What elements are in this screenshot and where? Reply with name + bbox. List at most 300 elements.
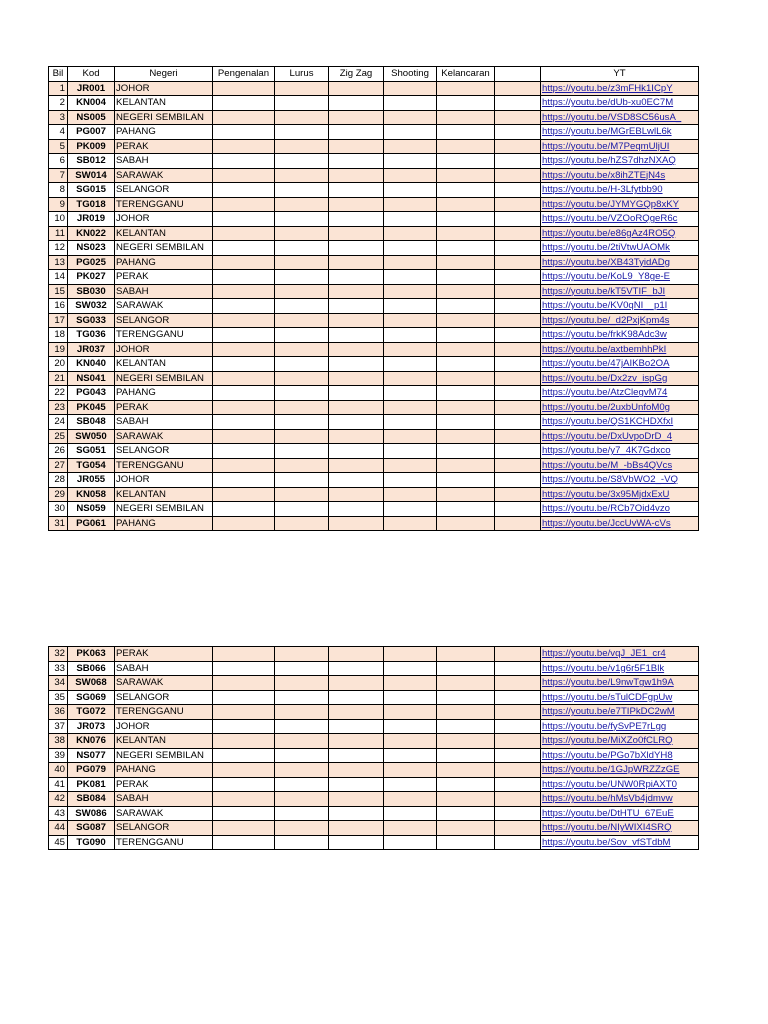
score-lurus[interactable] [275, 487, 329, 502]
row-number: 20 [49, 357, 68, 372]
score-lurus[interactable] [275, 473, 329, 488]
score-shooting[interactable] [384, 835, 437, 850]
score-pengenalan[interactable] [213, 763, 275, 778]
youtube-link[interactable]: https://youtu.be/AtzClegvM74 [541, 386, 699, 401]
score-pengenalan[interactable] [213, 226, 275, 241]
youtube-link[interactable]: https://youtu.be/x8ihZTEjN4s [541, 168, 699, 183]
score-shooting[interactable] [384, 328, 437, 343]
score-zigzag[interactable] [329, 705, 384, 720]
youtube-link[interactable]: https://youtu.be/M7PeqmUljUI [541, 139, 699, 154]
youtube-link[interactable]: https://youtu.be/Dx2zv_ispGg [541, 371, 699, 386]
header-negeri: Negeri [115, 67, 213, 82]
score-pengenalan[interactable] [213, 386, 275, 401]
score-lurus[interactable] [275, 125, 329, 140]
score-pengenalan[interactable] [213, 458, 275, 473]
score-lurus[interactable] [275, 357, 329, 372]
score-kelancaran[interactable] [437, 284, 495, 299]
youtube-link[interactable]: https://youtu.be/hMsVb4jdmvw [541, 792, 699, 807]
score-shooting[interactable] [384, 110, 437, 125]
score-lurus[interactable] [275, 734, 329, 749]
score-zigzag[interactable] [329, 328, 384, 343]
score-pengenalan[interactable] [213, 690, 275, 705]
score-zigzag[interactable] [329, 734, 384, 749]
score-kelancaran[interactable] [437, 676, 495, 691]
score-shooting[interactable] [384, 516, 437, 531]
score-pengenalan[interactable] [213, 777, 275, 792]
score-pengenalan[interactable] [213, 487, 275, 502]
score-lurus[interactable] [275, 96, 329, 111]
score-zigzag[interactable] [329, 342, 384, 357]
blank-cell [495, 458, 541, 473]
blank-cell [495, 502, 541, 517]
youtube-link[interactable]: https://youtu.be/e7TIPkDC2wM [541, 705, 699, 720]
score-pengenalan[interactable] [213, 125, 275, 140]
youtube-link[interactable]: https://youtu.be/UNW0RpiAXT0 [541, 777, 699, 792]
score-kelancaran[interactable] [437, 168, 495, 183]
score-shooting[interactable] [384, 357, 437, 372]
score-pengenalan[interactable] [213, 110, 275, 125]
youtube-link[interactable]: https://youtu.be/e86gAz4RO5Q [541, 226, 699, 241]
header-yt: YT [541, 67, 699, 82]
youtube-link[interactable]: https://youtu.be/y7_4K7Gdxco [541, 444, 699, 459]
score-pengenalan[interactable] [213, 792, 275, 807]
score-pengenalan[interactable] [213, 299, 275, 314]
table-row [49, 226, 699, 241]
youtube-link[interactable]: https://youtu.be/S8VbWO2_-VQ [541, 473, 699, 488]
score-pengenalan[interactable] [213, 328, 275, 343]
score-lurus[interactable] [275, 719, 329, 734]
score-zigzag[interactable] [329, 473, 384, 488]
score-zigzag[interactable] [329, 487, 384, 502]
score-pengenalan[interactable] [213, 313, 275, 328]
youtube-link[interactable]: https://youtu.be/KoL9_Y8ge-E [541, 270, 699, 285]
score-shooting[interactable] [384, 429, 437, 444]
score-lurus[interactable] [275, 792, 329, 807]
score-zigzag[interactable] [329, 647, 384, 662]
row-number: 29 [49, 487, 68, 502]
score-lurus[interactable] [275, 763, 329, 778]
score-shooting[interactable] [384, 458, 437, 473]
score-kelancaran[interactable] [437, 705, 495, 720]
score-shooting[interactable] [384, 270, 437, 285]
table-row [49, 473, 699, 488]
score-shooting[interactable] [384, 197, 437, 212]
score-zigzag[interactable] [329, 226, 384, 241]
score-zigzag[interactable] [329, 415, 384, 430]
score-lurus[interactable] [275, 299, 329, 314]
youtube-link[interactable]: https://youtu.be/Sov_vfSTdbM [541, 835, 699, 850]
score-zigzag[interactable] [329, 197, 384, 212]
youtube-link[interactable]: https://youtu.be/hZS7dhzNXAQ [541, 154, 699, 169]
header-blank [495, 67, 541, 82]
score-zigzag[interactable] [329, 270, 384, 285]
score-pengenalan[interactable] [213, 168, 275, 183]
youtube-link[interactable]: https://youtu.be/_d2PxjKpm4s [541, 313, 699, 328]
score-kelancaran[interactable] [437, 806, 495, 821]
score-lurus[interactable] [275, 168, 329, 183]
score-zigzag[interactable] [329, 763, 384, 778]
youtube-link[interactable]: https://youtu.be/VZOoRQgeR6c [541, 212, 699, 227]
score-pengenalan[interactable] [213, 502, 275, 517]
score-pengenalan[interactable] [213, 473, 275, 488]
score-kelancaran[interactable] [437, 110, 495, 125]
score-zigzag[interactable] [329, 502, 384, 517]
youtube-link[interactable]: https://youtu.be/MGrEBLwlL6k [541, 125, 699, 140]
score-shooting[interactable] [384, 719, 437, 734]
score-shooting[interactable] [384, 255, 437, 270]
score-shooting[interactable] [384, 705, 437, 720]
score-kelancaran[interactable] [437, 516, 495, 531]
score-pengenalan[interactable] [213, 806, 275, 821]
score-zigzag[interactable] [329, 676, 384, 691]
score-kelancaran[interactable] [437, 429, 495, 444]
youtube-link[interactable]: https://youtu.be/JccUvWA-cVs [541, 516, 699, 531]
score-kelancaran[interactable] [437, 647, 495, 662]
score-zigzag[interactable] [329, 168, 384, 183]
score-lurus[interactable] [275, 676, 329, 691]
score-kelancaran[interactable] [437, 241, 495, 256]
youtube-link[interactable]: https://youtu.be/JYMYGQp8xKY [541, 197, 699, 212]
score-pengenalan[interactable] [213, 415, 275, 430]
score-kelancaran[interactable] [437, 473, 495, 488]
score-shooting[interactable] [384, 168, 437, 183]
score-kelancaran[interactable] [437, 342, 495, 357]
score-shooting[interactable] [384, 342, 437, 357]
score-pengenalan[interactable] [213, 835, 275, 850]
score-zigzag[interactable] [329, 255, 384, 270]
youtube-link[interactable]: https://youtu.be/MiXZo0fCLRQ [541, 734, 699, 749]
score-lurus[interactable] [275, 139, 329, 154]
score-lurus[interactable] [275, 821, 329, 836]
score-zigzag[interactable] [329, 400, 384, 415]
score-lurus[interactable] [275, 241, 329, 256]
score-zigzag[interactable] [329, 139, 384, 154]
score-zigzag[interactable] [329, 371, 384, 386]
row-code: PG061 [68, 516, 115, 531]
score-shooting[interactable] [384, 386, 437, 401]
score-zigzag[interactable] [329, 284, 384, 299]
score-shooting[interactable] [384, 139, 437, 154]
score-zigzag[interactable] [329, 125, 384, 140]
score-pengenalan[interactable] [213, 255, 275, 270]
youtube-link[interactable]: https://youtu.be/1GJpWRZZzGE [541, 763, 699, 778]
score-pengenalan[interactable] [213, 661, 275, 676]
youtube-link[interactable]: https://youtu.be/2tiVtwUAOMk [541, 241, 699, 256]
score-shooting[interactable] [384, 690, 437, 705]
score-lurus[interactable] [275, 81, 329, 96]
score-shooting[interactable] [384, 444, 437, 459]
score-shooting[interactable] [384, 154, 437, 169]
score-shooting[interactable] [384, 647, 437, 662]
youtube-link[interactable]: https://youtu.be/DtHTU_67EuE [541, 806, 699, 821]
blank-cell [495, 386, 541, 401]
score-lurus[interactable] [275, 647, 329, 662]
table-row [49, 458, 699, 473]
score-lurus[interactable] [275, 212, 329, 227]
youtube-link[interactable]: https://youtu.be/XB43TyidADg [541, 255, 699, 270]
score-zigzag[interactable] [329, 777, 384, 792]
score-kelancaran[interactable] [437, 719, 495, 734]
score-kelancaran[interactable] [437, 328, 495, 343]
score-shooting[interactable] [384, 96, 437, 111]
score-lurus[interactable] [275, 284, 329, 299]
score-lurus[interactable] [275, 690, 329, 705]
score-shooting[interactable] [384, 313, 437, 328]
score-kelancaran[interactable] [437, 661, 495, 676]
score-kelancaran[interactable] [437, 821, 495, 836]
score-shooting[interactable] [384, 661, 437, 676]
score-zigzag[interactable] [329, 661, 384, 676]
score-pengenalan[interactable] [213, 81, 275, 96]
table-row [49, 81, 699, 96]
score-shooting[interactable] [384, 763, 437, 778]
score-lurus[interactable] [275, 197, 329, 212]
youtube-link[interactable]: https://youtu.be/NIyWIXI4SRQ [541, 821, 699, 836]
score-lurus[interactable] [275, 502, 329, 517]
score-shooting[interactable] [384, 473, 437, 488]
score-pengenalan[interactable] [213, 429, 275, 444]
score-lurus[interactable] [275, 458, 329, 473]
score-pengenalan[interactable] [213, 821, 275, 836]
score-pengenalan[interactable] [213, 647, 275, 662]
score-zigzag[interactable] [329, 748, 384, 763]
score-zigzag[interactable] [329, 299, 384, 314]
score-kelancaran[interactable] [437, 835, 495, 850]
score-lurus[interactable] [275, 516, 329, 531]
youtube-link[interactable]: https://youtu.be/47jAIKBo2OA [541, 357, 699, 372]
score-kelancaran[interactable] [437, 96, 495, 111]
score-pengenalan[interactable] [213, 241, 275, 256]
score-zigzag[interactable] [329, 690, 384, 705]
score-pengenalan[interactable] [213, 197, 275, 212]
youtube-link[interactable]: https://youtu.be/KV0qNI__p1I [541, 299, 699, 314]
row-number: 1 [49, 81, 68, 96]
score-pengenalan[interactable] [213, 734, 275, 749]
score-kelancaran[interactable] [437, 255, 495, 270]
score-kelancaran[interactable] [437, 502, 495, 517]
youtube-link[interactable]: https://youtu.be/L9nwTgw1h9A [541, 676, 699, 691]
score-kelancaran[interactable] [437, 734, 495, 749]
score-kelancaran[interactable] [437, 197, 495, 212]
score-zigzag[interactable] [329, 212, 384, 227]
score-kelancaran[interactable] [437, 313, 495, 328]
youtube-link[interactable]: https://youtu.be/frkK98Adc3w [541, 328, 699, 343]
score-lurus[interactable] [275, 705, 329, 720]
youtube-link[interactable]: https://youtu.be/dUb-xu0EC7M [541, 96, 699, 111]
score-shooting[interactable] [384, 226, 437, 241]
youtube-link[interactable]: https://youtu.be/PGo7bXldYH8 [541, 748, 699, 763]
youtube-link[interactable]: https://youtu.be/M_-bBs4QVcs [541, 458, 699, 473]
score-lurus[interactable] [275, 429, 329, 444]
score-zigzag[interactable] [329, 96, 384, 111]
score-kelancaran[interactable] [437, 226, 495, 241]
youtube-link[interactable]: https://youtu.be/kT5VTIF_bJI [541, 284, 699, 299]
score-pengenalan[interactable] [213, 270, 275, 285]
score-pengenalan[interactable] [213, 284, 275, 299]
score-zigzag[interactable] [329, 444, 384, 459]
score-kelancaran[interactable] [437, 386, 495, 401]
score-lurus[interactable] [275, 415, 329, 430]
score-shooting[interactable] [384, 400, 437, 415]
score-kelancaran[interactable] [437, 444, 495, 459]
score-shooting[interactable] [384, 212, 437, 227]
score-lurus[interactable] [275, 835, 329, 850]
score-kelancaran[interactable] [437, 415, 495, 430]
score-zigzag[interactable] [329, 183, 384, 198]
youtube-link[interactable]: https://youtu.be/sTulCDFgpUw [541, 690, 699, 705]
score-lurus[interactable] [275, 270, 329, 285]
score-kelancaran[interactable] [437, 81, 495, 96]
score-kelancaran[interactable] [437, 139, 495, 154]
score-pengenalan[interactable] [213, 444, 275, 459]
score-shooting[interactable] [384, 183, 437, 198]
score-pengenalan[interactable] [213, 676, 275, 691]
score-shooting[interactable] [384, 792, 437, 807]
score-zigzag[interactable] [329, 81, 384, 96]
blank-cell [495, 719, 541, 734]
youtube-link[interactable]: https://youtu.be/v1g6r5F1Blk [541, 661, 699, 676]
score-kelancaran[interactable] [437, 748, 495, 763]
score-zigzag[interactable] [329, 357, 384, 372]
score-zigzag[interactable] [329, 821, 384, 836]
score-kelancaran[interactable] [437, 299, 495, 314]
score-zigzag[interactable] [329, 110, 384, 125]
score-zigzag[interactable] [329, 719, 384, 734]
blank-cell [495, 241, 541, 256]
score-lurus[interactable] [275, 661, 329, 676]
score-lurus[interactable] [275, 371, 329, 386]
youtube-link[interactable]: https://youtu.be/VSD8SC56usA_ [541, 110, 699, 125]
score-lurus[interactable] [275, 328, 329, 343]
row-number: 35 [49, 690, 68, 705]
score-pengenalan[interactable] [213, 719, 275, 734]
score-lurus[interactable] [275, 183, 329, 198]
score-pengenalan[interactable] [213, 139, 275, 154]
score-pengenalan[interactable] [213, 357, 275, 372]
score-shooting[interactable] [384, 777, 437, 792]
score-lurus[interactable] [275, 342, 329, 357]
score-lurus[interactable] [275, 226, 329, 241]
score-kelancaran[interactable] [437, 212, 495, 227]
score-zigzag[interactable] [329, 429, 384, 444]
score-shooting[interactable] [384, 806, 437, 821]
score-kelancaran[interactable] [437, 125, 495, 140]
score-shooting[interactable] [384, 734, 437, 749]
score-lurus[interactable] [275, 154, 329, 169]
score-pengenalan[interactable] [213, 96, 275, 111]
row-state: TERENGGANU [115, 197, 213, 212]
score-shooting[interactable] [384, 81, 437, 96]
row-state: SABAH [115, 415, 213, 430]
youtube-link[interactable]: https://youtu.be/z3mFHk1ICpY [541, 81, 699, 96]
score-zigzag[interactable] [329, 241, 384, 256]
blank-cell [495, 661, 541, 676]
table-row [49, 139, 699, 154]
score-zigzag[interactable] [329, 386, 384, 401]
score-pengenalan[interactable] [213, 400, 275, 415]
youtube-link[interactable]: https://youtu.be/H-3Lfytbb90 [541, 183, 699, 198]
score-kelancaran[interactable] [437, 357, 495, 372]
score-zigzag[interactable] [329, 313, 384, 328]
score-shooting[interactable] [384, 125, 437, 140]
score-pengenalan[interactable] [213, 371, 275, 386]
score-pengenalan[interactable] [213, 748, 275, 763]
score-kelancaran[interactable] [437, 763, 495, 778]
score-pengenalan[interactable] [213, 516, 275, 531]
score-shooting[interactable] [384, 487, 437, 502]
score-pengenalan[interactable] [213, 705, 275, 720]
score-kelancaran[interactable] [437, 371, 495, 386]
youtube-link[interactable]: https://youtu.be/RCb7Oid4vzo [541, 502, 699, 517]
table-row [49, 415, 699, 430]
score-kelancaran[interactable] [437, 458, 495, 473]
score-zigzag[interactable] [329, 516, 384, 531]
youtube-link[interactable]: https://youtu.be/fySvPE7rLgg [541, 719, 699, 734]
score-lurus[interactable] [275, 386, 329, 401]
score-kelancaran[interactable] [437, 154, 495, 169]
score-zigzag[interactable] [329, 806, 384, 821]
youtube-link[interactable]: https://youtu.be/DxUvpoDrD_4 [541, 429, 699, 444]
table-2-body [49, 647, 699, 850]
score-shooting[interactable] [384, 676, 437, 691]
table-row [49, 763, 699, 778]
score-shooting[interactable] [384, 415, 437, 430]
score-zigzag[interactable] [329, 154, 384, 169]
score-kelancaran[interactable] [437, 792, 495, 807]
youtube-link[interactable]: https://youtu.be/vqJ_JE1_cr4 [541, 647, 699, 662]
youtube-link[interactable]: https://youtu.be/2uxbUnfoM0g [541, 400, 699, 415]
score-lurus[interactable] [275, 444, 329, 459]
score-kelancaran[interactable] [437, 777, 495, 792]
score-kelancaran[interactable] [437, 183, 495, 198]
score-shooting[interactable] [384, 748, 437, 763]
score-lurus[interactable] [275, 806, 329, 821]
score-zigzag[interactable] [329, 792, 384, 807]
score-zigzag[interactable] [329, 835, 384, 850]
score-lurus[interactable] [275, 748, 329, 763]
score-shooting[interactable] [384, 821, 437, 836]
score-kelancaran[interactable] [437, 690, 495, 705]
score-lurus[interactable] [275, 313, 329, 328]
table-row [49, 516, 699, 531]
score-lurus[interactable] [275, 110, 329, 125]
score-kelancaran[interactable] [437, 487, 495, 502]
score-shooting[interactable] [384, 371, 437, 386]
score-pengenalan[interactable] [213, 154, 275, 169]
score-zigzag[interactable] [329, 458, 384, 473]
score-shooting[interactable] [384, 299, 437, 314]
row-code: SW014 [68, 168, 115, 183]
score-lurus[interactable] [275, 400, 329, 415]
youtube-link[interactable]: https://youtu.be/axtbemhhPkI [541, 342, 699, 357]
score-pengenalan[interactable] [213, 212, 275, 227]
score-pengenalan[interactable] [213, 342, 275, 357]
youtube-link[interactable]: https://youtu.be/3x95MjdxExU [541, 487, 699, 502]
score-pengenalan[interactable] [213, 183, 275, 198]
row-number: 14 [49, 270, 68, 285]
score-lurus[interactable] [275, 777, 329, 792]
score-lurus[interactable] [275, 255, 329, 270]
row-state: JOHOR [115, 81, 213, 96]
score-kelancaran[interactable] [437, 400, 495, 415]
score-shooting[interactable] [384, 502, 437, 517]
score-kelancaran[interactable] [437, 270, 495, 285]
youtube-link[interactable]: https://youtu.be/QS1KCHDXfxI [541, 415, 699, 430]
score-shooting[interactable] [384, 284, 437, 299]
score-shooting[interactable] [384, 241, 437, 256]
row-number: 45 [49, 835, 68, 850]
header-bil: Bil [49, 67, 68, 82]
